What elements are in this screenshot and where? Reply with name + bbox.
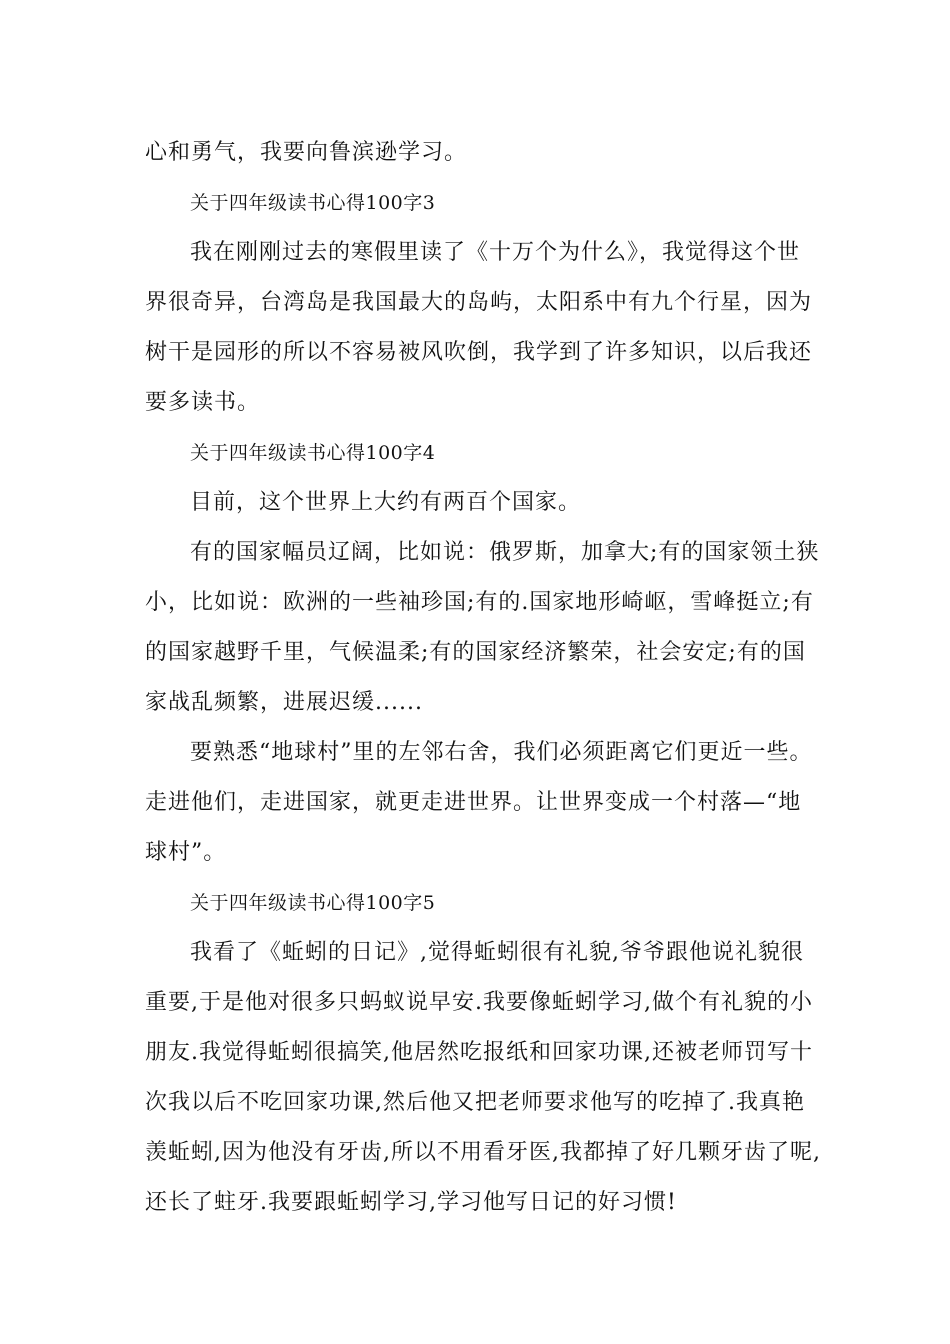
section-heading: 关于四年级读书心得100字5 <box>190 892 436 914</box>
text-line: 有的国家幅员辽阔，比如说：俄罗斯，加拿大;有的国家领土狭 <box>190 540 820 565</box>
text-line: 树干是园形的所以不容易被风吹倒，我学到了许多知识，以后我还 <box>145 340 813 365</box>
text-line: 目前，这个世界上大约有两百个国家。 <box>190 490 582 515</box>
text-line: 还长了蛀牙.我要跟蚯蚓学习,学习他写日记的好习惯! <box>145 1190 677 1215</box>
text-line: 界很奇异，台湾岛是我国最大的岛屿，太阳系中有九个行星，因为 <box>145 290 813 315</box>
section-heading: 关于四年级读书心得100字3 <box>190 192 436 214</box>
text-line: 我在刚刚过去的寒假里读了《十万个为什么》，我觉得这个世 <box>190 240 801 265</box>
text-line: 羡蚯蚓,因为他没有牙齿,所以不用看牙医,我都掉了好几颗牙齿了呢, <box>145 1140 821 1165</box>
text-line: 重要,于是他对很多只蚂蚁说早安.我要像蚯蚓学习,做个有礼貌的小 <box>145 990 813 1015</box>
text-line: 我看了《蚯蚓的日记》,觉得蚯蚓很有礼貌,爷爷跟他说礼貌很 <box>190 940 804 965</box>
text-line: 小，比如说：欧洲的一些袖珍国;有的.国家地形崎岖，雪峰挺立;有 <box>145 590 814 615</box>
section-heading: 关于四年级读书心得100字4 <box>190 442 436 464</box>
text-line: 走进他们，走进国家，就更走进世界。让世界变成一个村落—“地 <box>145 790 802 815</box>
text-line: 心和勇气，我要向鲁滨逊学习。 <box>145 140 468 165</box>
text-line: 朋友.我觉得蚯蚓很搞笑,他居然吃报纸和回家功课,还被老师罚写十 <box>145 1040 813 1065</box>
document-body <box>145 128 821 1228</box>
text-line: 要多读书。 <box>145 390 261 415</box>
text-line: 的国家越野千里，气候温柔;有的国家经济繁荣，社会安定;有的国 <box>145 640 806 665</box>
text-line: 家战乱频繁，进展迟缓...... <box>145 690 423 715</box>
text-line: 球村”。 <box>145 840 227 865</box>
text-line: 次我以后不吃回家功课,然后他又把老师要求他写的吃掉了.我真艳 <box>145 1090 805 1115</box>
text-line: 要熟悉“地球村”里的左邻右舍，我们必须距离它们更近一些。 <box>190 740 813 765</box>
